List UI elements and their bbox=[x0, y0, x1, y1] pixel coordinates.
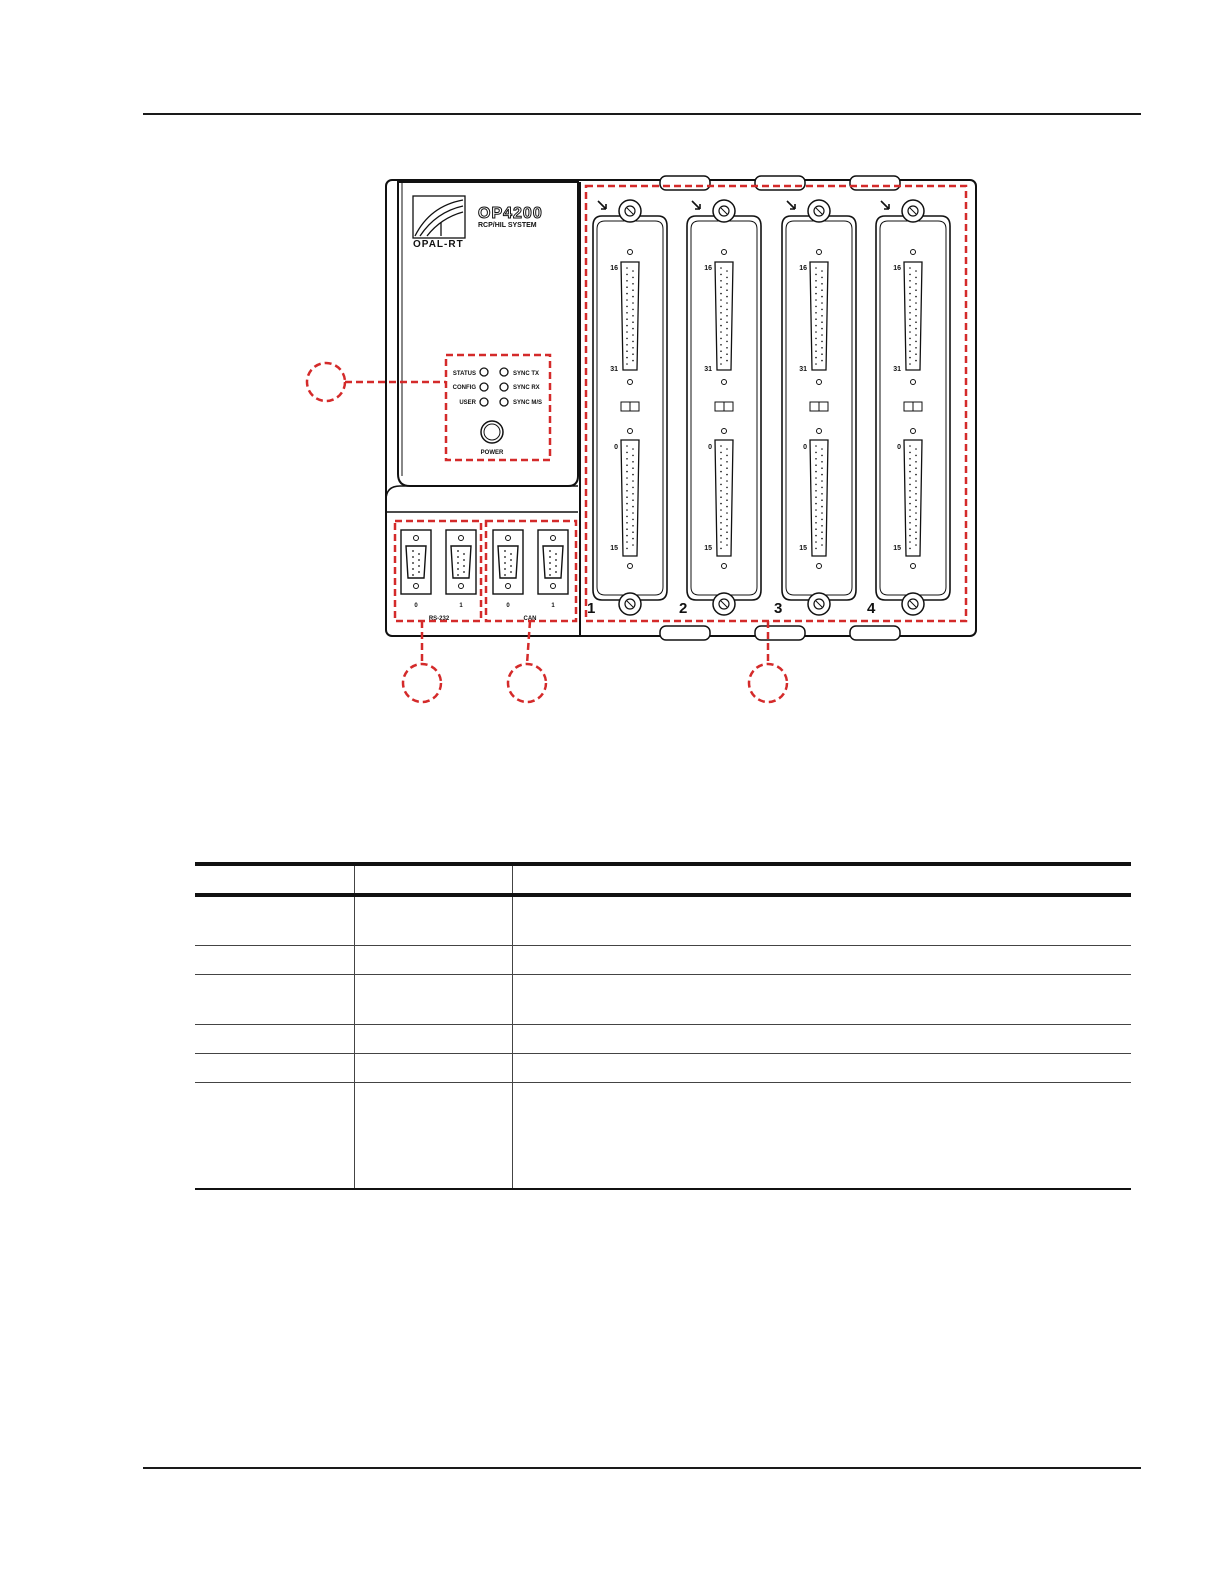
slot-1-pin-label: 31 bbox=[610, 366, 618, 373]
led-label-sync-tx: SYNC TX bbox=[513, 371, 540, 377]
slot-1-pin-label: 0 bbox=[614, 444, 618, 451]
led-sync-ms bbox=[500, 398, 508, 406]
slot-1-pin-label: 15 bbox=[610, 545, 618, 552]
rs232-label: RS-232 bbox=[428, 616, 450, 622]
table-cell bbox=[195, 1024, 354, 1053]
led-label-sync-ms: SYNC M/S bbox=[513, 400, 543, 406]
header-rule bbox=[143, 113, 1141, 115]
slot-4-pin-label: 16 bbox=[893, 265, 901, 272]
callout-marker-io-slots bbox=[749, 664, 787, 702]
table-cell bbox=[512, 945, 1131, 974]
callout-marker-leds bbox=[307, 363, 345, 401]
table-header-row bbox=[195, 864, 1131, 895]
slot-2-pin-label: 31 bbox=[704, 366, 712, 373]
can-port-0-connector bbox=[493, 530, 523, 594]
table-header-cell bbox=[354, 864, 512, 895]
io-slot-2 bbox=[687, 200, 761, 615]
can-port-0-number: 0 bbox=[506, 603, 510, 609]
table-header-cell bbox=[195, 864, 354, 895]
table-cell bbox=[195, 974, 354, 1024]
slot-1-pin-label: 16 bbox=[610, 265, 618, 272]
table-cell bbox=[354, 895, 512, 945]
led-sync-rx bbox=[500, 383, 508, 391]
table-cell bbox=[512, 1053, 1131, 1082]
specification-table bbox=[195, 862, 1131, 1190]
rs232-port-1-connector bbox=[446, 530, 476, 594]
table-cell bbox=[354, 974, 512, 1024]
led-label-user: USER bbox=[459, 400, 476, 406]
slot-4-pin-label: 0 bbox=[897, 444, 901, 451]
table-row bbox=[195, 1053, 1131, 1082]
table-row bbox=[195, 895, 1131, 945]
slot-3-pin-label: 15 bbox=[799, 545, 807, 552]
table-header-cell bbox=[512, 864, 1131, 895]
can-port-1-number: 1 bbox=[551, 603, 555, 609]
table-cell bbox=[195, 945, 354, 974]
table-cell bbox=[512, 895, 1131, 945]
table-cell bbox=[195, 1053, 354, 1082]
table-row bbox=[195, 1082, 1131, 1189]
slot-3-pin-label: 31 bbox=[799, 366, 807, 373]
rs232-port-0-connector bbox=[401, 530, 431, 594]
io-slot-1 bbox=[593, 200, 667, 615]
led-status bbox=[480, 368, 488, 376]
slot-number-4: 4 bbox=[867, 600, 876, 617]
table-row bbox=[195, 1024, 1131, 1053]
rs232-port-1-number: 1 bbox=[459, 603, 463, 609]
table-cell bbox=[512, 974, 1131, 1024]
can-label: CAN bbox=[523, 616, 537, 622]
io-slot-3 bbox=[782, 200, 856, 615]
slot-2-pin-label: 0 bbox=[708, 444, 712, 451]
op4200-front-panel-figure bbox=[290, 170, 990, 710]
table-cell bbox=[195, 895, 354, 945]
slot-2-pin-label: 16 bbox=[704, 265, 712, 272]
table-cell bbox=[354, 945, 512, 974]
table-cell bbox=[354, 1053, 512, 1082]
slot-number-3: 3 bbox=[774, 600, 783, 617]
slot-number-2: 2 bbox=[679, 600, 688, 617]
slot-4-pin-label: 15 bbox=[893, 545, 901, 552]
brand-label: OPAL-RT bbox=[413, 239, 464, 250]
table-cell bbox=[354, 1024, 512, 1053]
slot-4-pin-label: 31 bbox=[893, 366, 901, 373]
led-label-sync-rx: SYNC RX bbox=[513, 385, 540, 391]
io-slot-4 bbox=[876, 200, 950, 615]
model-label: OP4200 bbox=[478, 205, 543, 222]
power-label: POWER bbox=[480, 450, 504, 456]
table-cell bbox=[512, 1082, 1131, 1189]
led-label-status: STATUS bbox=[452, 371, 476, 377]
slot-3-pin-label: 0 bbox=[803, 444, 807, 451]
slot-3-pin-label: 16 bbox=[799, 265, 807, 272]
callout-marker-rs232 bbox=[403, 664, 441, 702]
led-sync-tx bbox=[500, 368, 508, 376]
led-user bbox=[480, 398, 488, 406]
led-label-config: CONFIG bbox=[452, 385, 476, 391]
table-row bbox=[195, 974, 1131, 1024]
table-cell bbox=[354, 1082, 512, 1189]
table-row bbox=[195, 945, 1131, 974]
table-cell bbox=[195, 1082, 354, 1189]
system-subtitle: RCP/HIL SYSTEM bbox=[478, 222, 537, 229]
footer-rule bbox=[143, 1467, 1141, 1469]
callout-marker-can bbox=[508, 664, 546, 702]
rs232-port-0-number: 0 bbox=[414, 603, 418, 609]
table-cell bbox=[512, 1024, 1131, 1053]
led-config bbox=[480, 383, 488, 391]
slot-2-pin-label: 15 bbox=[704, 545, 712, 552]
can-port-1-connector bbox=[538, 530, 568, 594]
slot-number-1: 1 bbox=[587, 600, 596, 617]
